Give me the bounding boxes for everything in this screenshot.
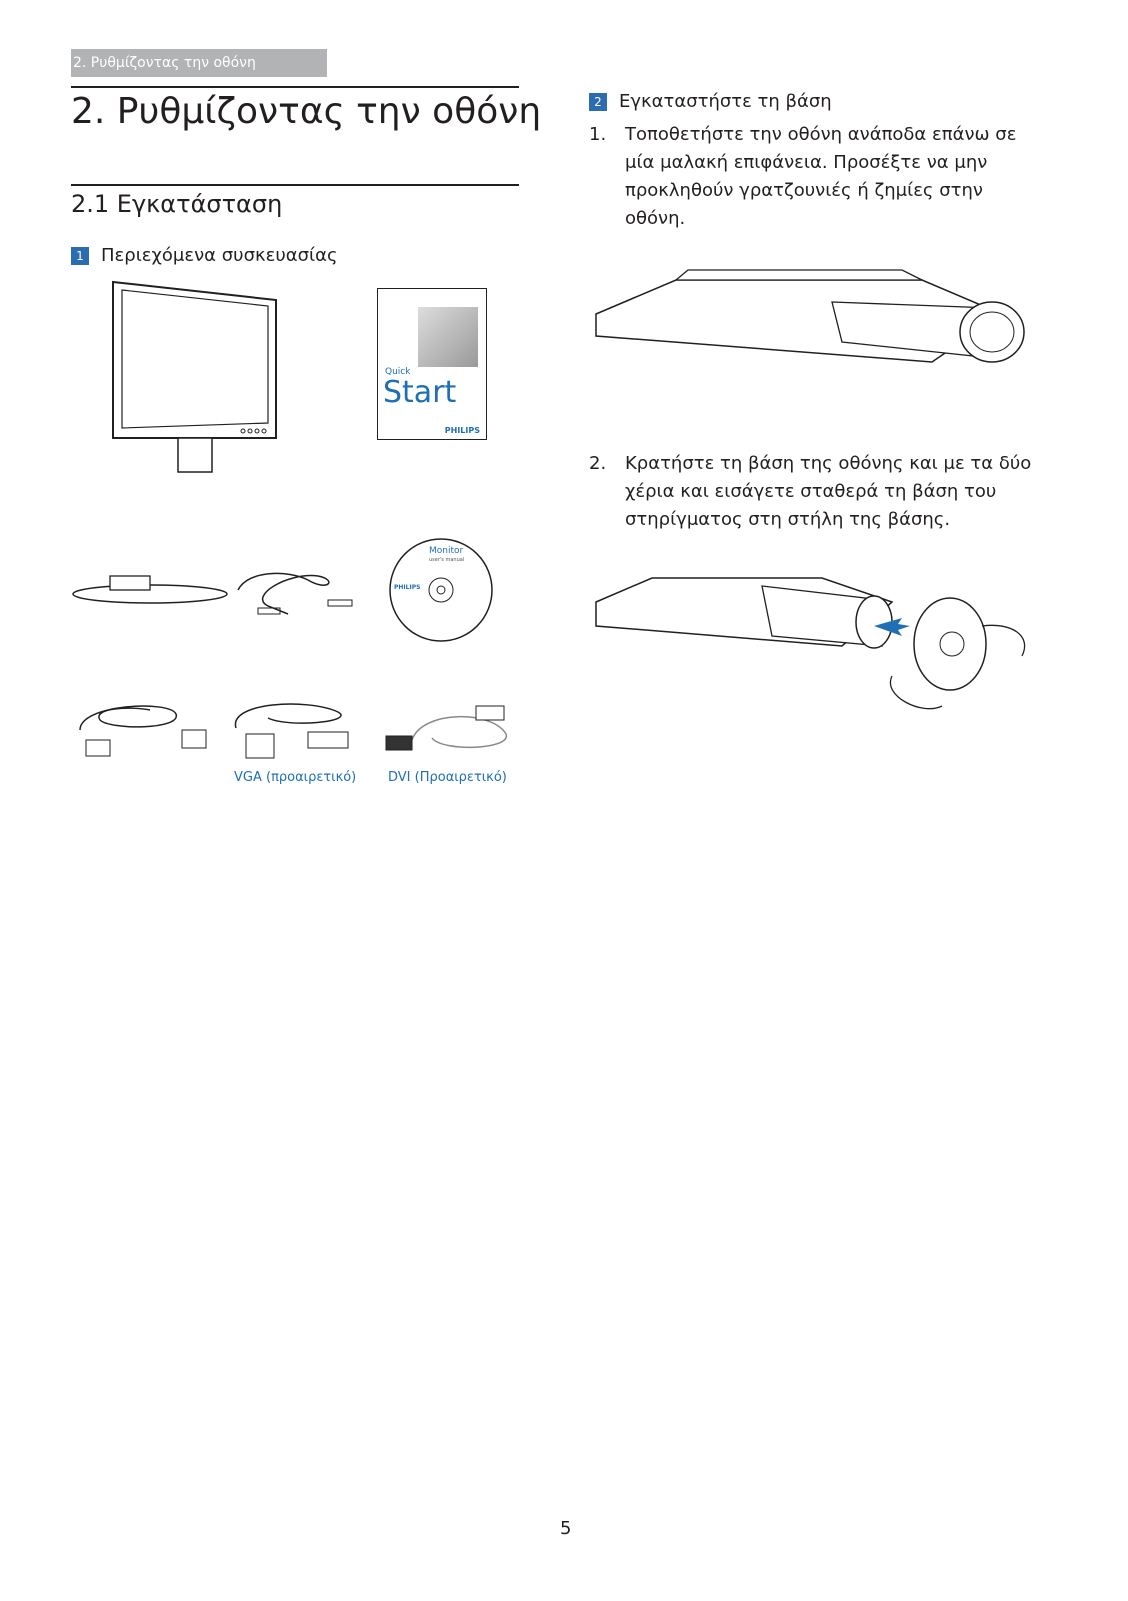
philips-logo: PHILIPS	[444, 426, 480, 435]
instruction-number: 2.	[589, 453, 607, 474]
cd-subtitle: user's manual	[429, 557, 465, 563]
quickstart-small: Quick	[385, 367, 411, 377]
page-title: 2. Ρυθμίζοντας την οθόνη	[71, 91, 542, 132]
title-rule	[71, 86, 519, 88]
instruction-text: Κρατήστε τη βάση της οθόνης και με τα δύο χέρια και εισάγετε σταθερά τη βάση του στηρίγματος στη στήλη της βάσης.	[625, 453, 1032, 530]
quick-start-guide	[377, 288, 487, 440]
step-2-heading	[589, 91, 832, 112]
instruction-1	[589, 121, 1045, 233]
vga-caption: VGA (προαιρετικό)	[234, 770, 357, 785]
dvi-caption: DVI (Προαιρετικό)	[388, 770, 507, 785]
step-label: Περιεχόμενα συσκευασίας	[101, 245, 338, 266]
step-1-heading	[71, 245, 338, 266]
cd-philips-logo: PHILIPS	[394, 584, 421, 591]
step-badge: 1	[71, 247, 89, 265]
monitor-upside-down-illustration	[592, 262, 1032, 372]
instruction-text: Τοποθετήστε την οθόνη ανάποδα επάνω σε μία μαλακή επιφάνεια. Προσέξτε να μην προκληθούν γρατζουνιές ή ζημίες στην οθόνη.	[625, 124, 1017, 229]
section-rule	[71, 184, 519, 186]
vga-cable-illustration	[228, 698, 356, 764]
page-number: 5	[560, 1518, 572, 1539]
stand-base-illustration	[70, 570, 230, 606]
section-title: 2.1 Εγκατάσταση	[71, 190, 283, 218]
cd-title: Monitor	[429, 546, 464, 556]
breadcrumb: 2. Ρυθμίζοντας την οθόνη	[71, 49, 327, 77]
dvi-cable-illustration	[382, 700, 522, 762]
step-badge: 2	[589, 93, 607, 111]
instruction-number: 1.	[589, 124, 607, 145]
monitor-photo	[418, 307, 478, 367]
insert-base-illustration	[592, 566, 1032, 726]
monitor-illustration	[108, 278, 284, 478]
instruction-2	[589, 450, 1045, 534]
quickstart-big: Start	[383, 375, 457, 410]
step-label: Εγκαταστήστε τη βάση	[619, 91, 832, 112]
power-cord-illustration	[70, 700, 218, 766]
audio-cable-illustration	[228, 566, 356, 626]
